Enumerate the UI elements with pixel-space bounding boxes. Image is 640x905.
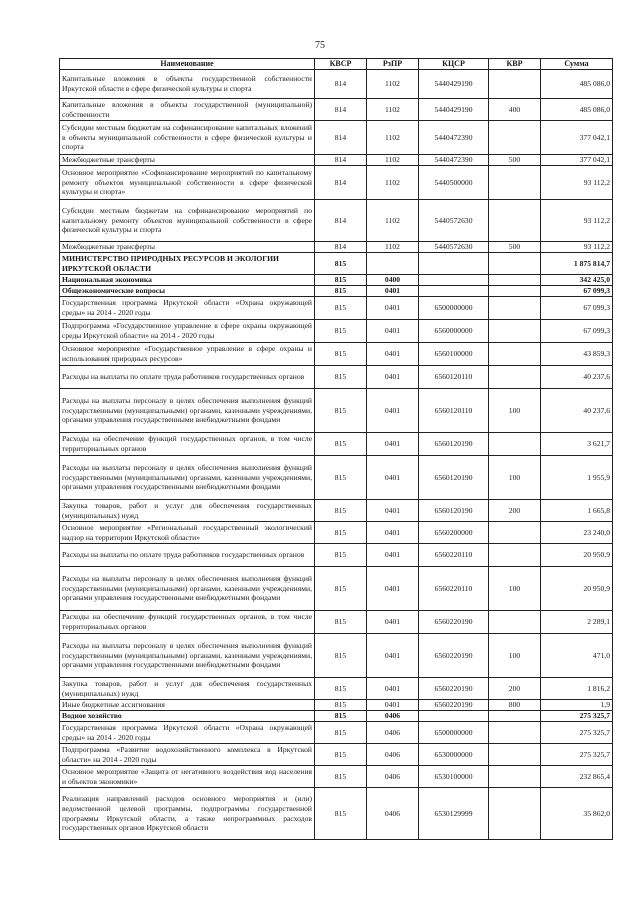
cell-name: МИНИСТЕРСТВО ПРИРОДНЫХ РЕСУРСОВ И ЭКОЛОГИИ ИРКУТСКОЙ ОБЛАСТИ (60, 253, 315, 275)
cell-kvsr: 815 (315, 634, 367, 678)
table-row (60, 242, 613, 253)
cell-kvr (489, 766, 541, 788)
cell-sum: 93 112,2 (541, 242, 613, 253)
table-row (60, 155, 613, 166)
cell-name: Основное мероприятие «Региональный государственный экологический надзор на территории Иркутской области» (60, 522, 315, 544)
cell-rzpr: 0401 (367, 544, 419, 567)
cell-rzpr: 0401 (367, 522, 419, 544)
cell-kvr (489, 711, 541, 722)
cell-name: Субсидии местным бюджетам на софинансирование капитальных вложений в объекты муниципальной собственности в сфере физической культуры и спорта (60, 121, 315, 155)
cell-kcsr: 6560220190 (419, 700, 489, 711)
cell-kvr: 100 (489, 634, 541, 678)
cell-kvsr: 815 (315, 766, 367, 788)
cell-kcsr: 6560220190 (419, 634, 489, 678)
cell-kvsr: 814 (315, 242, 367, 253)
cell-kvr (489, 166, 541, 200)
cell-sum: 232 865,4 (541, 766, 613, 788)
cell-kvr (489, 788, 541, 840)
cell-kcsr: 5440572630 (419, 242, 489, 253)
cell-kvsr: 814 (315, 200, 367, 242)
cell-kcsr: 6560120190 (419, 456, 489, 500)
cell-rzpr: 0401 (367, 500, 419, 522)
cell-kvr (489, 297, 541, 320)
cell-kvr: 100 (489, 567, 541, 611)
cell-kcsr: 6560220190 (419, 611, 489, 634)
cell-kcsr: 6530000000 (419, 744, 489, 766)
cell-kcsr: 5440572630 (419, 200, 489, 242)
table-row (60, 253, 613, 275)
cell-name: Подпрограмма «Развитие водохозяйственного комплекса в Иркутской области» на 2014 - 2020 годы (60, 744, 315, 766)
cell-rzpr: 0401 (367, 611, 419, 634)
cell-kcsr: 6560120190 (419, 433, 489, 456)
cell-kvr (489, 320, 541, 343)
cell-sum: 485 086,0 (541, 70, 613, 99)
cell-name: Расходы на обеспечение функций государственных органов, в том числе территориальных органов (60, 433, 315, 456)
cell-name: Государственная программа Иркутской области «Охрана окружающей среды» на 2014 - 2020 годы (60, 722, 315, 744)
cell-name: Межбюджетные трансферты (60, 155, 315, 166)
cell-kvr: 800 (489, 700, 541, 711)
table-row (60, 70, 613, 99)
cell-name: Капитальные вложения в объекты государственной собственности Иркутской области в сфере физической культуры и спорта (60, 70, 315, 99)
cell-kcsr: 6560220110 (419, 567, 489, 611)
table-row (60, 286, 613, 297)
cell-kcsr: 6500000000 (419, 297, 489, 320)
cell-kcsr: 6500000000 (419, 722, 489, 744)
cell-kvr (489, 611, 541, 634)
cell-kvsr: 815 (315, 678, 367, 700)
cell-kvsr: 814 (315, 166, 367, 200)
cell-rzpr: 0400 (367, 275, 419, 286)
table-row (60, 700, 613, 711)
cell-sum: 275 325,7 (541, 711, 613, 722)
cell-kvsr: 815 (315, 297, 367, 320)
cell-kvsr: 815 (315, 711, 367, 722)
cell-rzpr: 0401 (367, 456, 419, 500)
cell-kvsr: 815 (315, 456, 367, 500)
cell-kvr (489, 433, 541, 456)
cell-kvsr: 815 (315, 275, 367, 286)
cell-name: Расходы на выплаты персоналу в целях обеспечения выполнения функций государственными (муниципальными) органами, казенными учреждениями, органами управления государственными внебюджетными фондами (60, 567, 315, 611)
cell-sum: 3 621,7 (541, 433, 613, 456)
cell-kvsr: 815 (315, 389, 367, 433)
cell-sum: 23 240,0 (541, 522, 613, 544)
cell-sum: 1 955,9 (541, 456, 613, 500)
cell-name: Расходы на выплаты персоналу в целях обеспечения выполнения функций государственными (муниципальными) органами, казенными учреждениями, органами управления государственными внебюджетными фондами (60, 456, 315, 500)
cell-kvr (489, 544, 541, 567)
cell-name: Межбюджетные трансферты (60, 242, 315, 253)
table-row (60, 567, 613, 611)
table-row (60, 722, 613, 744)
cell-kvsr: 815 (315, 544, 367, 567)
cell-kvr: 100 (489, 456, 541, 500)
cell-name: Расходы на выплаты по оплате труда работников государственных органов (60, 366, 315, 389)
cell-kcsr: 5440472390 (419, 155, 489, 166)
cell-kcsr: 6560120110 (419, 389, 489, 433)
cell-rzpr: 0401 (367, 634, 419, 678)
cell-kcsr: 6560000000 (419, 320, 489, 343)
table-row (60, 366, 613, 389)
cell-kvr (489, 70, 541, 99)
cell-sum: 67 099,3 (541, 297, 613, 320)
column-header-kcsr: КЦСР (419, 59, 489, 70)
cell-sum: 471,0 (541, 634, 613, 678)
table-row (60, 121, 613, 155)
table-row (60, 343, 613, 366)
page-number: 75 (315, 40, 325, 51)
cell-kcsr: 6560220190 (419, 678, 489, 700)
cell-rzpr: 0401 (367, 343, 419, 366)
cell-name: Реализация направлений расходов основного мероприятия и (или) ведомственной целевой программы, подпрограммы государственной программы Иркутской области, а также непрограммных расходов государственных органов Иркутской области (60, 788, 315, 840)
cell-kvsr: 815 (315, 567, 367, 611)
cell-kvsr: 815 (315, 500, 367, 522)
budget-table (59, 58, 613, 840)
cell-name: Общеэкономические вопросы (60, 286, 315, 297)
table-row (60, 389, 613, 433)
cell-sum: 377 042,1 (541, 121, 613, 155)
cell-rzpr: 0401 (367, 320, 419, 343)
cell-sum: 2 289,1 (541, 611, 613, 634)
column-header-rzpr: РзПР (367, 59, 419, 70)
cell-kvsr: 815 (315, 343, 367, 366)
cell-kcsr: 5440500000 (419, 166, 489, 200)
cell-sum: 67 099,3 (541, 286, 613, 297)
cell-name: Иные бюджетные ассигнования (60, 700, 315, 711)
cell-kvsr: 814 (315, 99, 367, 121)
cell-kcsr: 5440429190 (419, 70, 489, 99)
cell-sum: 20 950,9 (541, 544, 613, 567)
cell-kvr: 400 (489, 99, 541, 121)
cell-rzpr: 0401 (367, 700, 419, 711)
table-row (60, 200, 613, 242)
table-row (60, 744, 613, 766)
column-header-sum: Сумма (541, 59, 613, 70)
cell-kvsr: 814 (315, 155, 367, 166)
cell-sum: 67 099,3 (541, 320, 613, 343)
cell-kvsr: 815 (315, 366, 367, 389)
cell-rzpr: 0406 (367, 766, 419, 788)
cell-kvsr: 815 (315, 722, 367, 744)
cell-name: Национальная экономика (60, 275, 315, 286)
cell-rzpr: 1102 (367, 70, 419, 99)
cell-name: Подпрограмма «Государственное управление в сфере охраны окружающей среды Иркутской области» на 2014 - 2020 годы (60, 320, 315, 343)
cell-sum: 40 237,6 (541, 389, 613, 433)
table-row (60, 788, 613, 840)
cell-rzpr: 0401 (367, 286, 419, 297)
cell-kvsr: 815 (315, 744, 367, 766)
table-header-row (60, 59, 613, 70)
column-header-kvr: КВР (489, 59, 541, 70)
table-row (60, 297, 613, 320)
cell-kvsr: 814 (315, 121, 367, 155)
cell-sum: 275 325,7 (541, 722, 613, 744)
cell-sum: 485 086,0 (541, 99, 613, 121)
cell-sum: 377 042,1 (541, 155, 613, 166)
cell-kcsr: 5440472390 (419, 121, 489, 155)
cell-kvr (489, 121, 541, 155)
cell-rzpr: 0401 (367, 567, 419, 611)
cell-rzpr: 0401 (367, 366, 419, 389)
cell-rzpr: 0401 (367, 297, 419, 320)
cell-kcsr: 6560120110 (419, 366, 489, 389)
column-header-name: Наименование (60, 59, 315, 70)
cell-kvr: 200 (489, 500, 541, 522)
table-row (60, 766, 613, 788)
cell-kvr: 100 (489, 389, 541, 433)
cell-kvr (489, 722, 541, 744)
cell-kvsr: 815 (315, 320, 367, 343)
table-row (60, 166, 613, 200)
table-row (60, 634, 613, 678)
cell-kvr: 200 (489, 678, 541, 700)
cell-rzpr: 0401 (367, 433, 419, 456)
cell-rzpr: 0401 (367, 389, 419, 433)
cell-rzpr: 0406 (367, 711, 419, 722)
cell-rzpr: 0406 (367, 722, 419, 744)
cell-kvr (489, 522, 541, 544)
cell-rzpr: 1102 (367, 242, 419, 253)
cell-sum: 35 862,0 (541, 788, 613, 840)
cell-sum: 275 325,7 (541, 744, 613, 766)
cell-sum: 1,9 (541, 700, 613, 711)
cell-name: Расходы на выплаты персоналу в целях обеспечения выполнения функций государственными (муниципальными) органами, казенными учреждениями, органами управления государственными внебюджетными фондами (60, 634, 315, 678)
cell-name: Расходы на выплаты персоналу в целях обеспечения выполнения функций государственными (муниципальными) органами, казенными учреждениями, органами управления государственными внебюджетными фондами (60, 389, 315, 433)
cell-kvsr: 815 (315, 286, 367, 297)
cell-kcsr (419, 275, 489, 286)
cell-sum: 342 425,0 (541, 275, 613, 286)
table-row (60, 611, 613, 634)
table-row (60, 433, 613, 456)
table-row (60, 711, 613, 722)
cell-rzpr: 1102 (367, 121, 419, 155)
cell-kcsr: 5440429190 (419, 99, 489, 121)
cell-name: Основное мероприятие «Защита от негативного воздействия вод населения и объектов экономики» (60, 766, 315, 788)
cell-kvr: 500 (489, 155, 541, 166)
cell-rzpr: 1102 (367, 200, 419, 242)
cell-name: Расходы на обеспечение функций государственных органов, в том числе территориальных органов (60, 611, 315, 634)
cell-kcsr (419, 711, 489, 722)
cell-kvsr: 814 (315, 70, 367, 99)
cell-rzpr: 0406 (367, 788, 419, 840)
cell-kcsr: 6560200000 (419, 522, 489, 544)
cell-sum: 1 665,8 (541, 500, 613, 522)
cell-kvr (489, 200, 541, 242)
cell-rzpr: 1102 (367, 99, 419, 121)
cell-name: Основное мероприятие «Государственное управление в сфере охраны и использования природных ресурсов» (60, 343, 315, 366)
cell-sum: 93 112,2 (541, 166, 613, 200)
table-row (60, 522, 613, 544)
cell-name: Государственная программа Иркутской области «Охрана окружающей среды» на 2014 - 2020 годы (60, 297, 315, 320)
cell-kvsr: 815 (315, 522, 367, 544)
cell-kvr (489, 275, 541, 286)
cell-rzpr: 0406 (367, 744, 419, 766)
cell-rzpr: 0401 (367, 678, 419, 700)
cell-rzpr: 1102 (367, 155, 419, 166)
table-row (60, 544, 613, 567)
cell-name: Закупка товаров, работ и услуг для обеспечения государственных (муниципальных) нужд (60, 500, 315, 522)
cell-name: Основное мероприятие «Софинансирование мероприятий по капитальному ремонту объектов муниципальной собственности в сфере физической культуры и спорта» (60, 166, 315, 200)
table-row (60, 456, 613, 500)
table-body (60, 70, 613, 840)
table-row (60, 99, 613, 121)
cell-kcsr: 6560220110 (419, 544, 489, 567)
cell-kvsr: 815 (315, 788, 367, 840)
cell-rzpr (367, 253, 419, 275)
cell-sum: 43 859,3 (541, 343, 613, 366)
cell-name: Водное хозяйство (60, 711, 315, 722)
cell-kcsr: 6530129999 (419, 788, 489, 840)
cell-rzpr: 1102 (367, 166, 419, 200)
cell-sum: 20 950,9 (541, 567, 613, 611)
cell-sum: 1 875 814,7 (541, 253, 613, 275)
table-row (60, 275, 613, 286)
cell-kvr (489, 366, 541, 389)
column-header-kvsr: КВСР (315, 59, 367, 70)
cell-name: Субсидии местным бюджетам на софинансирование мероприятий по капитальному ремонту объектов муниципальной собственности в сфере физической культуры и спорта (60, 200, 315, 242)
cell-kvsr: 815 (315, 611, 367, 634)
table-row (60, 320, 613, 343)
cell-name: Капитальные вложения в объекты государственной (муниципальной) собственности (60, 99, 315, 121)
cell-kvr (489, 343, 541, 366)
table-row (60, 678, 613, 700)
cell-kvr (489, 286, 541, 297)
cell-sum: 1 816,2 (541, 678, 613, 700)
cell-sum: 40 237,6 (541, 366, 613, 389)
cell-sum: 93 112,2 (541, 200, 613, 242)
cell-kcsr: 6560100000 (419, 343, 489, 366)
table-row (60, 500, 613, 522)
cell-kvsr: 815 (315, 433, 367, 456)
cell-kcsr: 6530100000 (419, 766, 489, 788)
cell-kvr (489, 744, 541, 766)
cell-kvsr: 815 (315, 253, 367, 275)
cell-kcsr (419, 286, 489, 297)
cell-kvsr: 815 (315, 700, 367, 711)
cell-name: Расходы на выплаты по оплате труда работников государственных органов (60, 544, 315, 567)
cell-kcsr (419, 253, 489, 275)
cell-kvr (489, 253, 541, 275)
cell-kcsr: 6560120190 (419, 500, 489, 522)
cell-name: Закупка товаров, работ и услуг для обеспечения государственных (муниципальных) нужд (60, 678, 315, 700)
cell-kvr: 500 (489, 242, 541, 253)
